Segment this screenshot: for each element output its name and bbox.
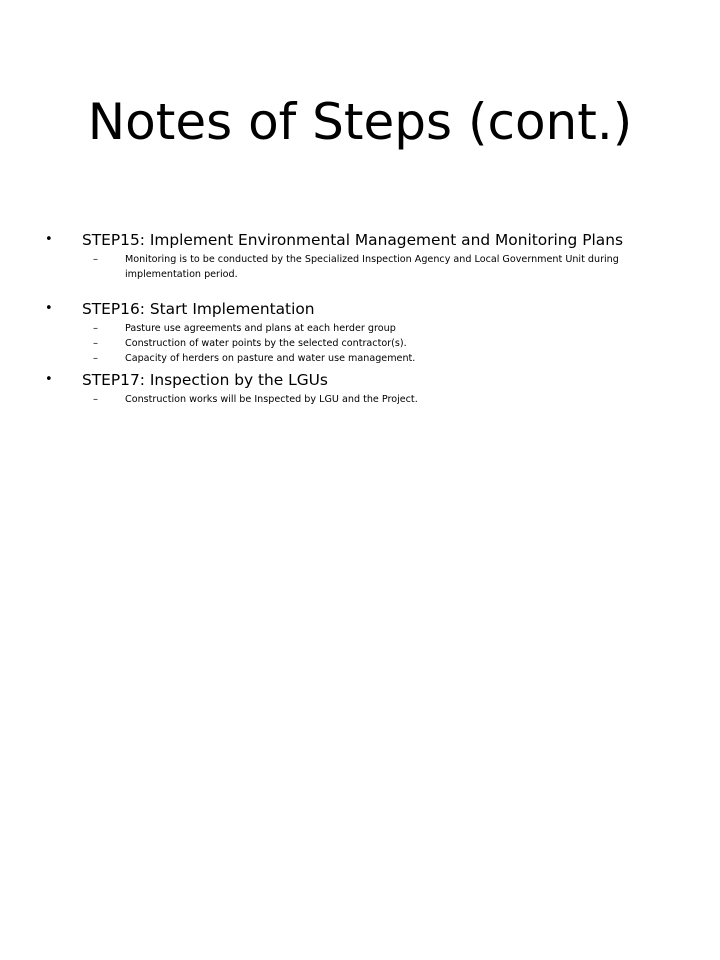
list-item	[45, 321, 685, 336]
bullet-icon: •	[45, 301, 53, 316]
step-17-heading: STEP17: Inspection by the LGUs	[82, 371, 328, 389]
step-17-items	[45, 392, 685, 407]
dash-icon: –	[93, 394, 98, 405]
dash-icon: –	[93, 254, 98, 265]
list-item-text: Construction of water points by the selected contractor(s).	[125, 338, 407, 349]
list-item	[45, 252, 685, 282]
step-15-heading: STEP15: Implement Environmental Management and Monitoring Plans	[82, 231, 623, 249]
step-16	[45, 298, 685, 366]
list-item	[45, 351, 685, 366]
dash-icon: –	[93, 338, 98, 349]
list-item	[45, 336, 685, 351]
slide-content	[45, 229, 685, 407]
bullet-icon: •	[45, 372, 53, 387]
slide-title: Notes of Steps (cont.)	[87, 93, 633, 151]
step-16-heading: STEP16: Start Implementation	[82, 300, 315, 318]
step-17	[45, 369, 685, 407]
bullet-icon: •	[45, 232, 53, 247]
list-item-text: Construction works will be Inspected by LGU and the Project.	[125, 394, 418, 405]
spacer	[45, 282, 685, 298]
dash-icon: –	[93, 353, 98, 364]
step-15-heading-row	[45, 229, 685, 251]
list-item-text: Pasture use agreements and plans at each herder group	[125, 323, 396, 334]
list-item	[45, 392, 685, 407]
list-item-text: Capacity of herders on pasture and water use management.	[125, 353, 416, 364]
dash-icon: –	[93, 323, 98, 334]
list-item-text: Monitoring is to be conducted by the Specialized Inspection Agency and Local Government Unit during implementation period.	[125, 254, 619, 280]
step-17-heading-row	[45, 369, 685, 391]
step-16-heading-row	[45, 298, 685, 320]
step-15-items	[45, 252, 685, 282]
step-16-items	[45, 321, 685, 366]
step-15	[45, 229, 685, 282]
